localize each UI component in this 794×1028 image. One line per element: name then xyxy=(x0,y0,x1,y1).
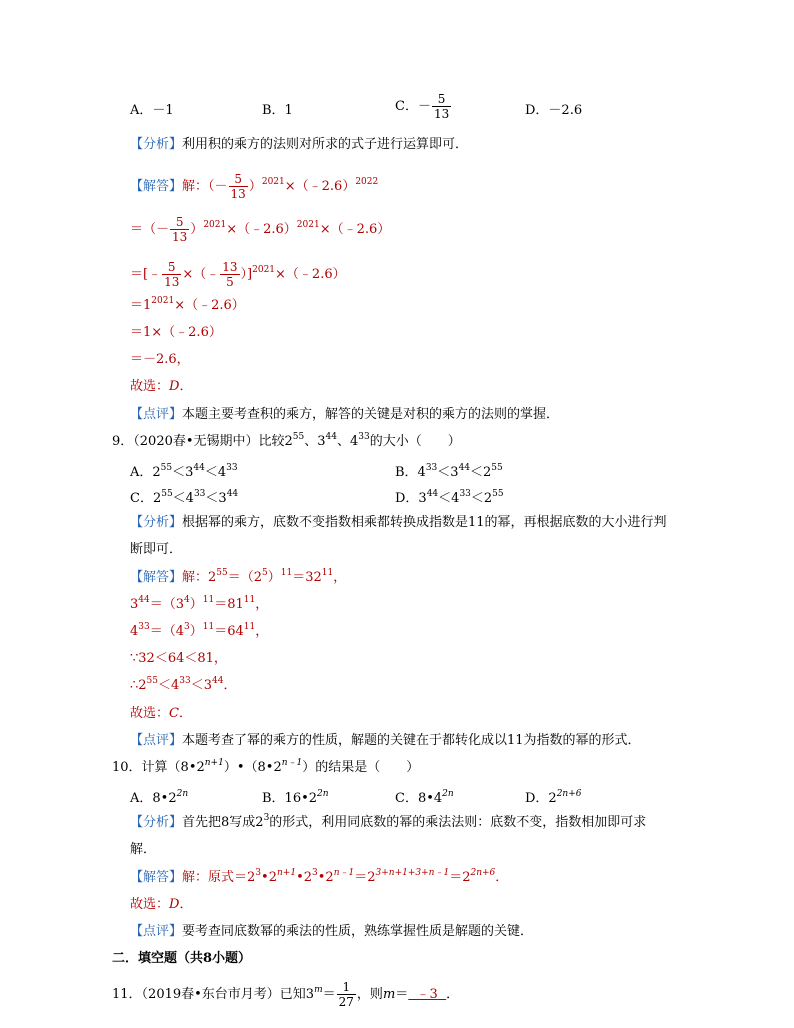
q10-option-c: C．$8•4^{2n}$ xyxy=(395,789,454,806)
q8-comment xyxy=(130,406,559,424)
answer-text: 解：（－ $\frac{5}{13}$ ）$^{2021}$×（﹣2.6）$^{2022}$ xyxy=(182,172,379,201)
q11-stem: 11．（2019春•东台市月考）已知$3^m=$ $\frac{1}{27}$ ，则m＝ ﹣3 ． xyxy=(112,980,460,1009)
q9-answer-line-1: 【解答】解：$2^{55}=(2^5)^{11}=32^{11}$， xyxy=(130,568,347,585)
analysis-text: 利用积的乘方的法则对所求的式子进行运算即可． xyxy=(182,137,469,152)
q8-choose: 故选：D． xyxy=(130,379,193,394)
q9-comment: 【点评】本题考查了幂的乘方的性质，解题的关键在于都转化成以11为指数的幂的形式． xyxy=(130,733,641,748)
q8-option-c-fraction: $\frac{5}{13}$ xyxy=(433,92,450,121)
comment-text: 本题主要考查积的乘方，解答的关键是对积的乘方的法则的掌握． xyxy=(182,407,560,422)
q10-choose: 故选：D． xyxy=(130,897,193,912)
analysis-tag: 【分析】 xyxy=(130,137,183,152)
q9-option-c: C．$2^{55}<4^{33}<3^{44}$ xyxy=(130,489,239,506)
q8-option-a: A．－1 xyxy=(130,103,174,118)
q8-answer-line-3: ＝[﹣ $\frac{5}{13}$ ×（﹣ $\frac{13}{5}$ ）]$^{2021}$×（﹣2.6） xyxy=(130,260,346,289)
q9-answer-line-2: $3^{44}=(3^4)^{11}=81^{11}$， xyxy=(130,595,269,612)
q10-option-a: A．$8•2^{2n}$ xyxy=(130,789,189,806)
q8-answer-line-5: ＝1×（﹣2.6） xyxy=(130,325,222,340)
q8-analysis xyxy=(130,136,468,154)
q8-option-b: B．1 xyxy=(262,103,293,118)
q10-answer: 【解答】解：原式$=2^3•2^{n+1}•2^3•2^{n﹣1}=2^{3+n+1+3+n﹣1}=2^{2n+6}$． xyxy=(130,868,509,885)
q9-answer-line-3: $4^{33}=(4^3)^{11}=64^{11}$， xyxy=(130,622,269,639)
q9-option-d: D．$3^{44}<4^{33}<2^{55}$ xyxy=(395,489,504,506)
q10-analysis: 【分析】首先把8写成$2^3$的形式，利用同底数的幂的乘法法则：底数不变，指数相加即可求 xyxy=(130,813,647,830)
q9-answer-line-4: ∵32＜64＜81， xyxy=(130,651,227,666)
q10-stem: 10．计算$(8•2^{n+1})•(8•2^{n﹣1})$的结果是（ ） xyxy=(112,758,420,775)
q9-analysis: 【分析】根据幂的乘方，底数不变指数相乘都转换成指数是11的幂，再根据底数的大小进行判 xyxy=(130,515,667,530)
q10-analysis-cont: 解． xyxy=(130,842,157,857)
q10-option-d: D．$2^{2n+6}$ xyxy=(525,789,582,806)
q11-answer-blank: ﹣3 xyxy=(416,987,438,1002)
q8-answer-line-2: ＝（－ $\frac{5}{13}$ ）$^{2021}$×（﹣2.6）$^{2021}$×（﹣2.6） xyxy=(130,215,391,244)
q9-analysis-cont: 断即可． xyxy=(130,542,183,557)
q10-option-b: B．$16•2^{2n}$ xyxy=(262,789,329,806)
q10-comment: 【点评】要考查同底数幂的乘法的性质，熟练掌握性质是解题的关键． xyxy=(130,924,534,939)
q9-choose: 故选：C． xyxy=(130,706,192,721)
q8-answer-line-4: $=1^{2021}\times(﹣2.6)$ xyxy=(130,296,245,313)
q9-option-b: B．$4^{33}<3^{44}<2^{55}$ xyxy=(395,463,503,480)
q8-option-d: D．－2.6 xyxy=(525,103,583,118)
answer-tag: 【解答】 xyxy=(130,179,183,194)
q8-option-c xyxy=(395,92,452,121)
q9-answer-line-5: $\therefore 2^{55}<4^{33}<3^{44}$． xyxy=(130,676,237,693)
q8-answer-line-1 xyxy=(130,172,378,201)
q8-option-c-label: C．－ xyxy=(395,99,431,114)
q8-answer-line-6: ＝－2.6， xyxy=(130,352,190,367)
q9-stem: 9．（2020春•无锡期中）比较$2^{55}$、$3^{44}$、$4^{33}$的大小（ ） xyxy=(112,432,461,449)
q11-fraction: $\frac{1}{27}$ xyxy=(338,980,354,1009)
comment-tag: 【点评】 xyxy=(130,407,183,422)
section-heading: 二．填空题（共8小题） xyxy=(112,951,252,966)
q9-option-a: A．$2^{55}<3^{44}<4^{33}$ xyxy=(130,463,238,480)
